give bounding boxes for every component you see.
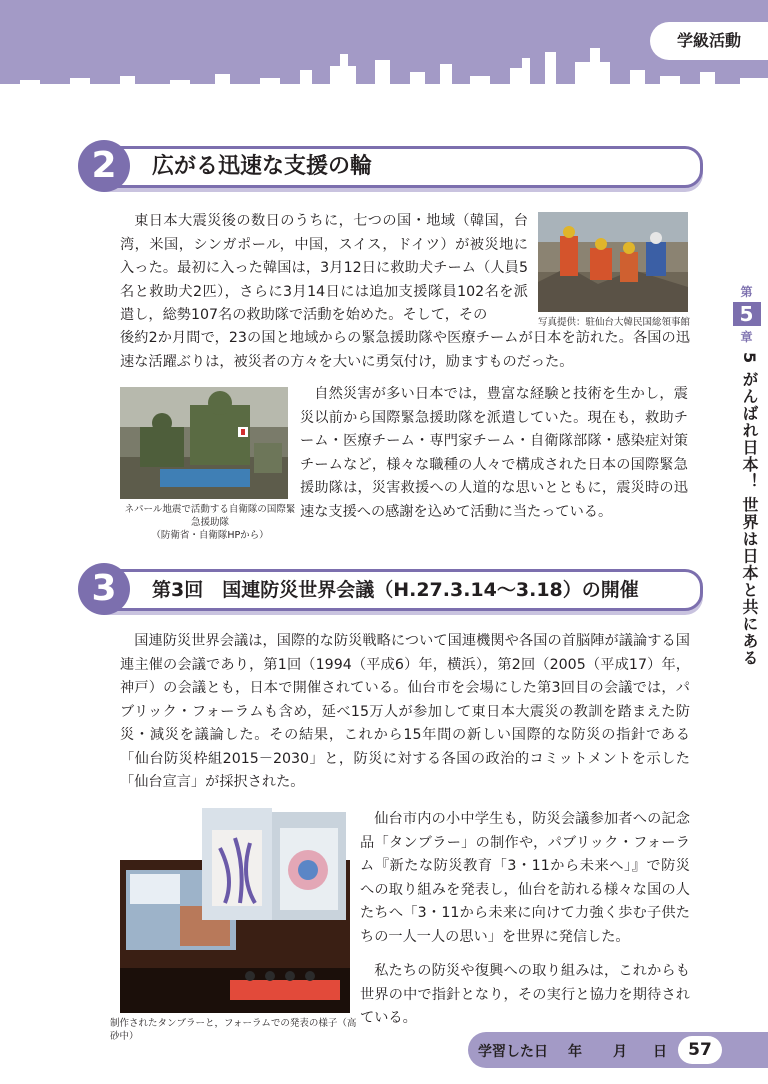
photo-2-caption-line-1: ネパール地震で活動する自衛隊の国際緊急援助隊 [124, 504, 296, 528]
section-3-paragraph-3: 私たちの防災や復興への取り組みは，これからも世界の中で指針となり，その実行と協力を期待されている。 [360, 963, 690, 1026]
page-number: 57 [678, 1036, 722, 1064]
chapter-prefix: 第 [740, 285, 753, 299]
section-2-paragraph-2: 自然災害が多い日本では，豊富な経験と技術を生かし，震災以前から国際緊急援助隊を派遣していた。現在も，救助チーム・医療チーム・専門家チーム・自衛隊部隊・感染症対策チームなど，様々な職種の人々で構成された日本の国際緊急援助隊は，災害救援への人道的な思いとともに，震災時の迅速な支援への感謝を込めて活動に当たっている。 [300, 386, 688, 520]
chapter-suffix: 章 [740, 330, 753, 344]
section-3-paragraph-1: 国連防災世界会議は，国際的な防災戦略について国連機関や各国の首脳陣が議論する国連主催の会議であり，第1回（1994（平成6）年，横浜），第2回（2005（平成17）年，神戸）の会議とも，日本で開催されている。仙台市を会場にした第3回目の会議では，パブリック・フォーラムも含め，延べ15万人が参加して東日本大震災の教訓を踏まえた防災・減災を議論した。その結果，これから15年間の新しい国際的な防災の指針である「仙台防災枠組2015－2030」と，防災に対する各国の政治的コミットメントを示した「仙台宣言」が採択された。 [120, 633, 690, 790]
section-3-header [78, 563, 703, 615]
section-2-title: 広がる迅速な支援の輪 [152, 154, 373, 179]
photo-1-caption: 写真提供：駐仙台大韓民国総領事館 [538, 317, 691, 328]
year-label: 年 [568, 1044, 582, 1060]
korean-rescue-team-photo [538, 212, 688, 312]
photo-2-caption-line-2: （防衛省・自衛隊HPから） [151, 530, 269, 541]
photo-2-caption [120, 503, 300, 542]
section-3-number: 3 [78, 563, 130, 615]
study-date-footer [468, 1032, 768, 1068]
sdf-nepal-photo [120, 387, 288, 499]
chapter-number: 5 [733, 302, 761, 326]
study-date-label: 学習した日 [478, 1044, 548, 1060]
day-label: 日 [653, 1044, 667, 1060]
section-2-paragraph-1: 東日本大震災後の数日のうちに，七つの国・地域（韓国，台湾，米国，シンガポール，中国，スイス，ドイツ）が被災地に入った。最初に入った韓国は，3月12日に救助犬チーム（人員5名と救助犬2匹），さらに3月14日には追加支援隊員102名を派遣し，総勢107名の救助隊で活動を始めた。そして，その [120, 213, 528, 323]
subject-tag: 学級活動 [650, 22, 768, 60]
tumbler-forum-photo [120, 808, 350, 1013]
section-2-paragraph-1-continued: 後約2か月間で，23の国と地域からの緊急援助隊や医療チームが日本を訪れた。各国の迅速な活躍ぶりは，被災者の方々を大いに勇気付け，励ますものだった。 [120, 330, 690, 370]
section-2-number: 2 [78, 140, 130, 192]
chapter-tab [725, 283, 768, 345]
month-label: 月 [613, 1044, 627, 1060]
section-3-title: 第3回 国連防災世界会議（H.27.3.14～3.18）の開催 [152, 579, 639, 601]
section-2-header [78, 140, 703, 192]
photo-3-caption: 制作されたタンブラーと，フォーラムでの発表の様子（高砂中） [110, 1018, 357, 1042]
section-3-paragraph-2: 仙台市内の小中学生も，防災会議参加者への記念品「タンブラー」の制作や，パブリック・フォーラム『新たな防災教育「3・11から未来へ」』で防災への取り組みを発表し，仙台を訪れる様々な国の人たちへ「3・11から未来に向けて力強く歩む子供たちの一人一人の思い」を世界に発信した。 [360, 811, 690, 945]
chapter-title: 5 がんばれ日本！ 世界は日本と共にある [740, 352, 759, 667]
